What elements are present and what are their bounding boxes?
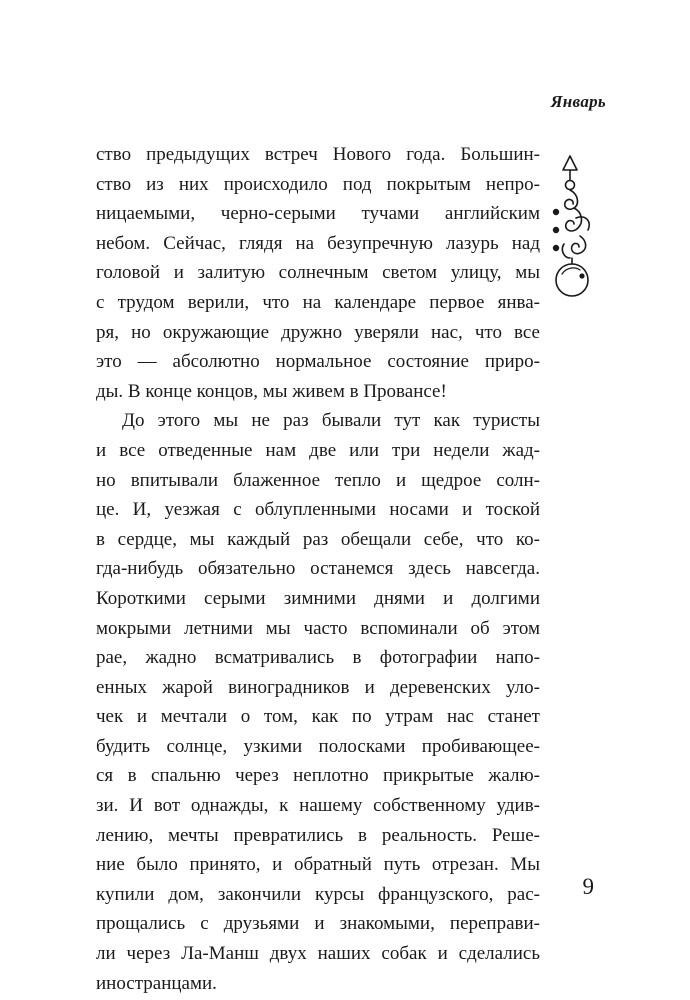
text-line: ды. В конце концов, мы живем в Провансе! [96,380,447,402]
text-line: це. И, уезжая с облупленными носами и тоской [96,499,540,521]
text-line: зи. И вот однажды, к нашему собственному удив- [96,795,540,817]
text-line: небом. Сейчас, глядя на безупречную лазурь над [96,232,540,254]
text-line: Короткими серыми зимними днями и долгими [96,587,540,609]
text-line: и все отведенные нам две или три недели жад- [96,439,540,461]
text-line: ство из них происходило под покрытым непро- [96,173,540,195]
text-line: ство предыдущих встреч Нового года. Большин- [96,144,540,165]
text-line: головой и залитую солнечным светом улицу, мы [96,262,540,284]
text-line: ли через Ла-Манш двух наших собак и сделались [96,943,540,965]
text-line: будить солнце, узкими полосками пробивающее- [96,735,540,757]
text-line: это — абсолютно нормальное состояние приро- [96,351,540,373]
text-line: с трудом верили, что на календаре первое янва- [96,291,540,313]
text-line: ся в спальню через неплотно прикрытые жалю- [96,765,540,787]
text-line: но впитывали блаженное тепло и щедрое солн- [96,469,540,491]
text-line: лению, мечты превратились в реальность. Реше- [96,824,540,846]
christmas-ornament-icon [546,152,602,300]
text-line: купили дом, закончили курсы французского, рас- [96,883,540,905]
running-head: Январь [550,92,606,111]
text-line: ние было принято, и обратный путь отрезан. Мы [96,854,540,876]
text-line: ря, но окружающие дружно уверяли нас, что все [96,321,540,343]
text-line: иностранцами. [96,972,217,994]
body-text [96,140,540,998]
text-line: ницаемыми, черно-серыми тучами английским [96,203,540,225]
page-number: 9 [582,874,594,899]
text-line: чек и мечтали о том, как по утрам нас станет [96,706,540,728]
text-line: енных жарой виноградников и деревенских уло- [96,676,540,698]
text-line: рае, жадно всматривались в фотографии напо- [96,647,540,669]
text-line: прощались с друзьями и знакомыми, переправи- [96,913,540,935]
text-line: гда-нибудь обязательно останемся здесь навсегда. [96,558,540,580]
text-line: мокрыми летними мы часто вспоминали об этом [96,617,540,639]
text-line: в сердце, мы каждый раз обещали себе, что ко- [96,528,540,550]
text-line: До этого мы не раз бывали тут как туристы [122,410,540,432]
